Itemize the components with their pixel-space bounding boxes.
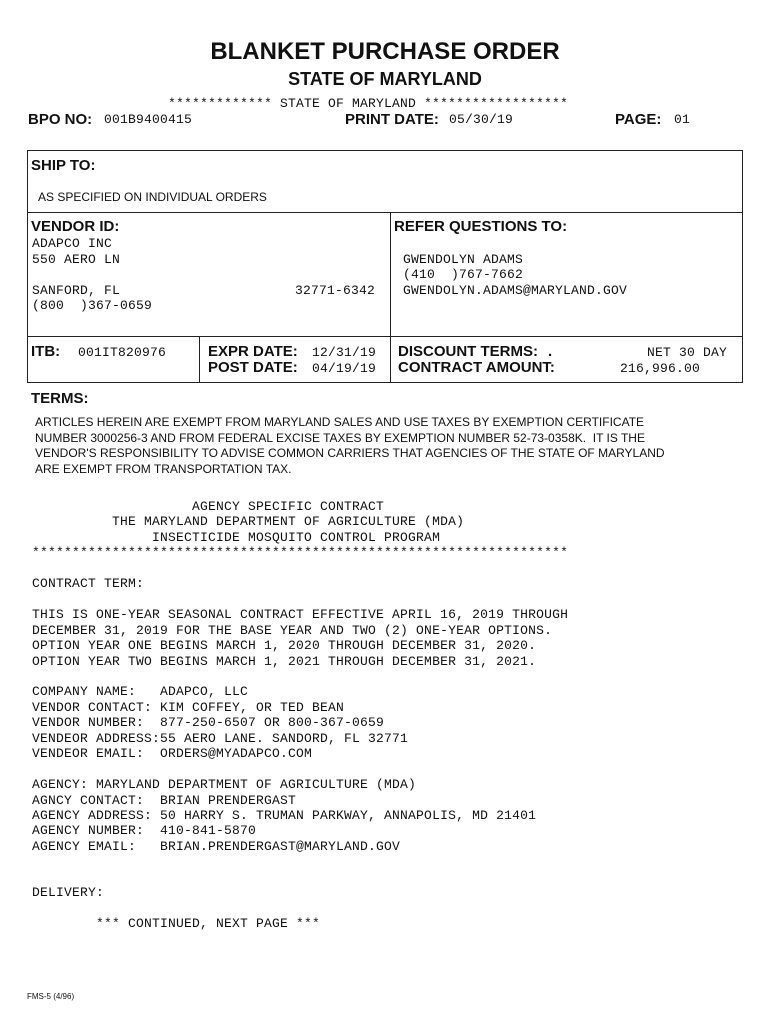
body-line: OPTION YEAR TWO BEGINS MARCH 1, 2021 THROUGH DECEMBER 31, 2021. xyxy=(32,653,537,669)
post-date-label: POST DATE: xyxy=(208,359,298,376)
body-line: CONTRACT TERM: xyxy=(32,576,145,592)
discount-terms-label: DISCOUNT TERMS: xyxy=(398,343,538,360)
discount-terms-value: NET 30 DAY xyxy=(647,345,728,360)
body-line: AGENCY SPECIFIC CONTRACT xyxy=(32,499,385,514)
body-line: DECEMBER 31, 2019 FOR THE BASE YEAR AND TWO (2) ONE-YEAR OPTIONS. xyxy=(32,622,553,638)
body-line: VENDEOR ADDRESS:55 AERO LANE. SANDORD, FL 32771 xyxy=(32,730,409,746)
contract-amount-label: CONTRACT AMOUNT: xyxy=(398,359,555,376)
bpo-number: 001B9400415 xyxy=(104,112,193,127)
divider-vendor-refer xyxy=(390,212,391,383)
divider-itb xyxy=(199,336,200,383)
star-banner: ************* STATE OF MARYLAND ****************** xyxy=(168,96,569,111)
bpo-label: BPO NO: xyxy=(28,111,93,128)
itb-value: 001IT820976 xyxy=(78,345,167,360)
body-line: THE MARYLAND DEPARTMENT OF AGRICULTURE (MDA) xyxy=(32,514,465,530)
terms-label: TERMS: xyxy=(31,390,89,407)
print-date-label: PRINT DATE: xyxy=(345,111,439,128)
discount-terms-dot: . xyxy=(548,343,553,360)
form-id: FMS-5 (4/96) xyxy=(27,992,75,1001)
expr-date-label: EXPR DATE: xyxy=(208,343,298,360)
terms-line: ARTICLES HEREIN ARE EXEMPT FROM MARYLAND SALES AND USE TAXES BY EXEMPTION CERTIFICATE xyxy=(35,415,645,429)
vendor-phone: (800 )367-0659 xyxy=(32,298,153,313)
terms-line: VENDOR'S RESPONSIBILITY TO ADVISE COMMON CARRIERS THAT AGENCIES OF THE STATE OF MARYLAND xyxy=(35,446,665,460)
vendor-name: ADAPCO INC xyxy=(32,236,113,251)
itb-label: ITB: xyxy=(31,343,61,360)
divider-ship-to xyxy=(27,212,743,213)
post-date-value: 04/19/19 xyxy=(312,361,377,376)
body-line: AGENCY NUMBER: 410-841-5870 xyxy=(32,823,257,839)
body-line: VENDOR CONTACT: KIM COFFEY, OR TED BEAN xyxy=(32,699,345,715)
refer-name: GWENDOLYN ADAMS xyxy=(403,252,524,267)
body-line: COMPANY NAME: ADAPCO, LLC xyxy=(32,684,249,700)
vendor-city: SANFORD, FL xyxy=(32,283,121,298)
body-line: VENDOR NUMBER: 877-250-6507 OR 800-367-0659 xyxy=(32,715,385,731)
body-line: AGENCY: MARYLAND DEPARTMENT OF AGRICULTURE (MDA) xyxy=(32,777,417,793)
body-line: INSECTICIDE MOSQUITO CONTROL PROGRAM xyxy=(32,529,441,545)
refer-email: GWENDOLYN.ADAMS@MARYLAND.GOV xyxy=(403,283,628,298)
body-line: ******************************************************************* xyxy=(32,545,569,561)
expr-date-value: 12/31/19 xyxy=(312,345,377,360)
ship-to-label: SHIP TO: xyxy=(31,157,96,174)
contract-amount-value: 216,996.00 xyxy=(620,361,701,376)
body-line: OPTION YEAR ONE BEGINS MARCH 1, 2020 THROUGH DECEMBER 31, 2020. xyxy=(32,638,537,654)
page-number: 01 xyxy=(674,112,691,127)
body-line: VENDEOR EMAIL: ORDERS@MYADAPCO.COM xyxy=(32,746,313,762)
vendor-id-label: VENDOR ID: xyxy=(31,218,120,235)
vendor-zip: 32771-6342 xyxy=(295,283,376,298)
terms-line: ARE EXEMPT FROM TRANSPORTATION TAX. xyxy=(35,461,292,476)
print-date-value: 05/30/19 xyxy=(449,112,514,127)
terms-line: NUMBER 3000256-3 AND FROM FEDERAL EXCISE TAXES BY EXEMPTION NUMBER 52-73-0358K. IT IS THE xyxy=(35,430,645,445)
vendor-street: 550 AERO LN xyxy=(32,252,121,267)
divider-vendor xyxy=(27,336,743,337)
body-line: DELIVERY: xyxy=(32,885,105,901)
body-line: *** CONTINUED, NEXT PAGE *** xyxy=(32,916,321,932)
document-subtitle: STATE OF MARYLAND xyxy=(288,69,482,89)
body-line: AGNCY CONTACT: BRIAN PRENDERGAST xyxy=(32,792,297,808)
body-line: AGENCY EMAIL: BRIAN.PRENDERGAST@MARYLAND.GOV xyxy=(32,838,401,854)
refer-phone: (410 )767-7662 xyxy=(403,267,524,282)
body-line: THIS IS ONE-YEAR SEASONAL CONTRACT EFFECTIVE APRIL 16, 2019 THROUGH xyxy=(32,607,569,623)
refer-questions-label: REFER QUESTIONS TO: xyxy=(394,218,568,235)
body-line: AGENCY ADDRESS: 50 HARRY S. TRUMAN PARKWAY, ANNAPOLIS, MD 21401 xyxy=(32,808,537,823)
ship-to-value: AS SPECIFIED ON INDIVIDUAL ORDERS xyxy=(38,190,267,204)
page-label: PAGE: xyxy=(615,111,662,128)
document-title: BLANKET PURCHASE ORDER xyxy=(210,38,560,65)
